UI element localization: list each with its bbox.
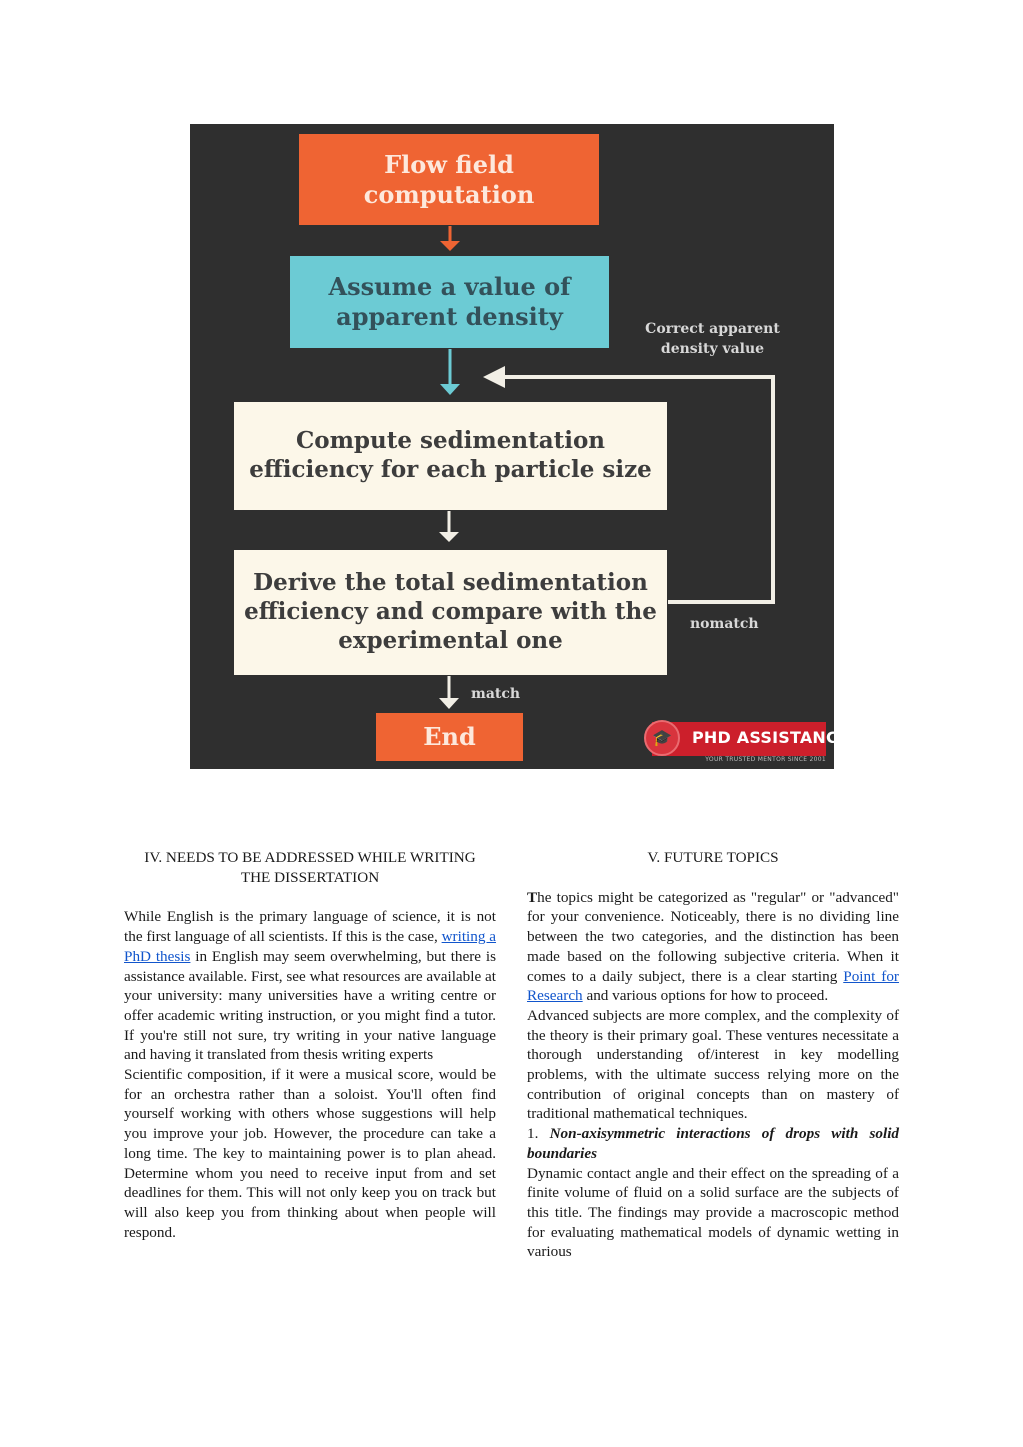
p1-text-before: he topics might be categorized as "regular" or "advanced" for your convenience. Noticeably, there is no dividing line between the two categories, and the distinction has been made based on the following subjective criteria. When it comes to a daily subject, there is a clear starting bbox=[527, 888, 899, 985]
paragraph-scientific-composition: Scientific composition, if it were a musical score, would be for an orchestra rather than a soloist. You'll often find yourself working with others whose suggestions will help you improve your job. However, the procedure can take a long time. The key to maintaining power is to plan ahead. Determine whom you need to receive input from and set deadlines for them. This will not only keep you on track but will also keep you from thinking about when people will respond. bbox=[124, 1066, 496, 1241]
arrow-assume-to-compute bbox=[440, 349, 460, 395]
flowchart-figure bbox=[190, 124, 850, 769]
box-flow-field-computation bbox=[299, 134, 599, 225]
box-flow-field-text: Flow field computation bbox=[363, 149, 535, 209]
mentor-emblem-icon: 🎓 bbox=[644, 720, 680, 756]
subsection-title bbox=[527, 1124, 899, 1163]
arrow-compute-to-derive bbox=[439, 511, 459, 542]
paragraph-topics-categorized bbox=[527, 888, 899, 1006]
subsection-title-text: Non-axisymmetric interactions of drops with solid boundaries bbox=[527, 1125, 900, 1162]
p1-text-before: While English is the primary language of science, it is not the first language of all scientists. If this is the case, bbox=[124, 908, 496, 946]
logo-name: PHD ASSISTANCE bbox=[692, 728, 850, 747]
link-point-for-research[interactable]: Point for Research bbox=[527, 967, 899, 1005]
box-end-text: End bbox=[423, 722, 476, 751]
box-compute-text: Compute sedimentation efficiency for each particle size bbox=[249, 427, 652, 483]
box-derive-total bbox=[234, 550, 667, 675]
right-column bbox=[527, 848, 899, 1262]
arrow-derive-to-end bbox=[439, 676, 459, 709]
subsection-number: 1. bbox=[527, 1125, 550, 1143]
label-correct-density: Correct apparent density value bbox=[645, 321, 780, 357]
phd-assistance-logo bbox=[652, 722, 850, 756]
paragraph-dynamic-contact-angle: Dynamic contact angle and their effect on the spreading of a finite volume of fluid on a solid surface are the subjects of this title. The findings may provide a macroscopic method for evaluating mathematical models of dynamic wetting in various bbox=[527, 1164, 899, 1261]
logo-tagline: YOUR TRUSTED MENTOR SINCE 2001 bbox=[705, 756, 826, 763]
paragraph-advanced-subjects: Advanced subjects are more complex, and the complexity of the theory is their primary goal. These ventures necessitate a thorough understanding of/interest in key modelling problems, with the ultimate success relying more on the contribution of original concepts than on mastery of traditional mathematical techniques. bbox=[527, 1006, 899, 1123]
paragraph-english-language bbox=[124, 907, 496, 1065]
p1-text-after: and various options for how to proceed. bbox=[582, 987, 829, 1005]
box-end bbox=[376, 713, 523, 761]
box-assume-density bbox=[290, 256, 609, 348]
section-heading-future-topics: V. FUTURE TOPICS bbox=[647, 849, 779, 866]
drop-cap: T bbox=[527, 888, 538, 906]
label-match: match bbox=[471, 686, 521, 702]
box-compute-efficiency bbox=[234, 402, 667, 510]
link-writing-phd-thesis[interactable]: writing a PhD thesis bbox=[124, 928, 497, 965]
section-heading-needs: IV. NEEDS TO BE ADDRESSED WHILE WRITING THE DISSERTATION bbox=[144, 849, 476, 886]
label-nomatch: nomatch bbox=[690, 616, 759, 632]
left-column bbox=[124, 848, 496, 1242]
box-assume-text: Assume a value of apparent density bbox=[328, 272, 571, 331]
arrow-flow-to-assume bbox=[440, 226, 460, 251]
box-derive-text: Derive the total sedimentation efficiency and compare with the experimental one bbox=[244, 569, 657, 654]
p1-text-after: in English may seem overwhelming, but there is assistance available. First, see what resources are available at your university: many universities have a writing centre or offer academic writing instruction, or you might find a tutor. If you're still not sure, try writing in your native language and having it translated from thesis writing experts bbox=[124, 947, 496, 1064]
